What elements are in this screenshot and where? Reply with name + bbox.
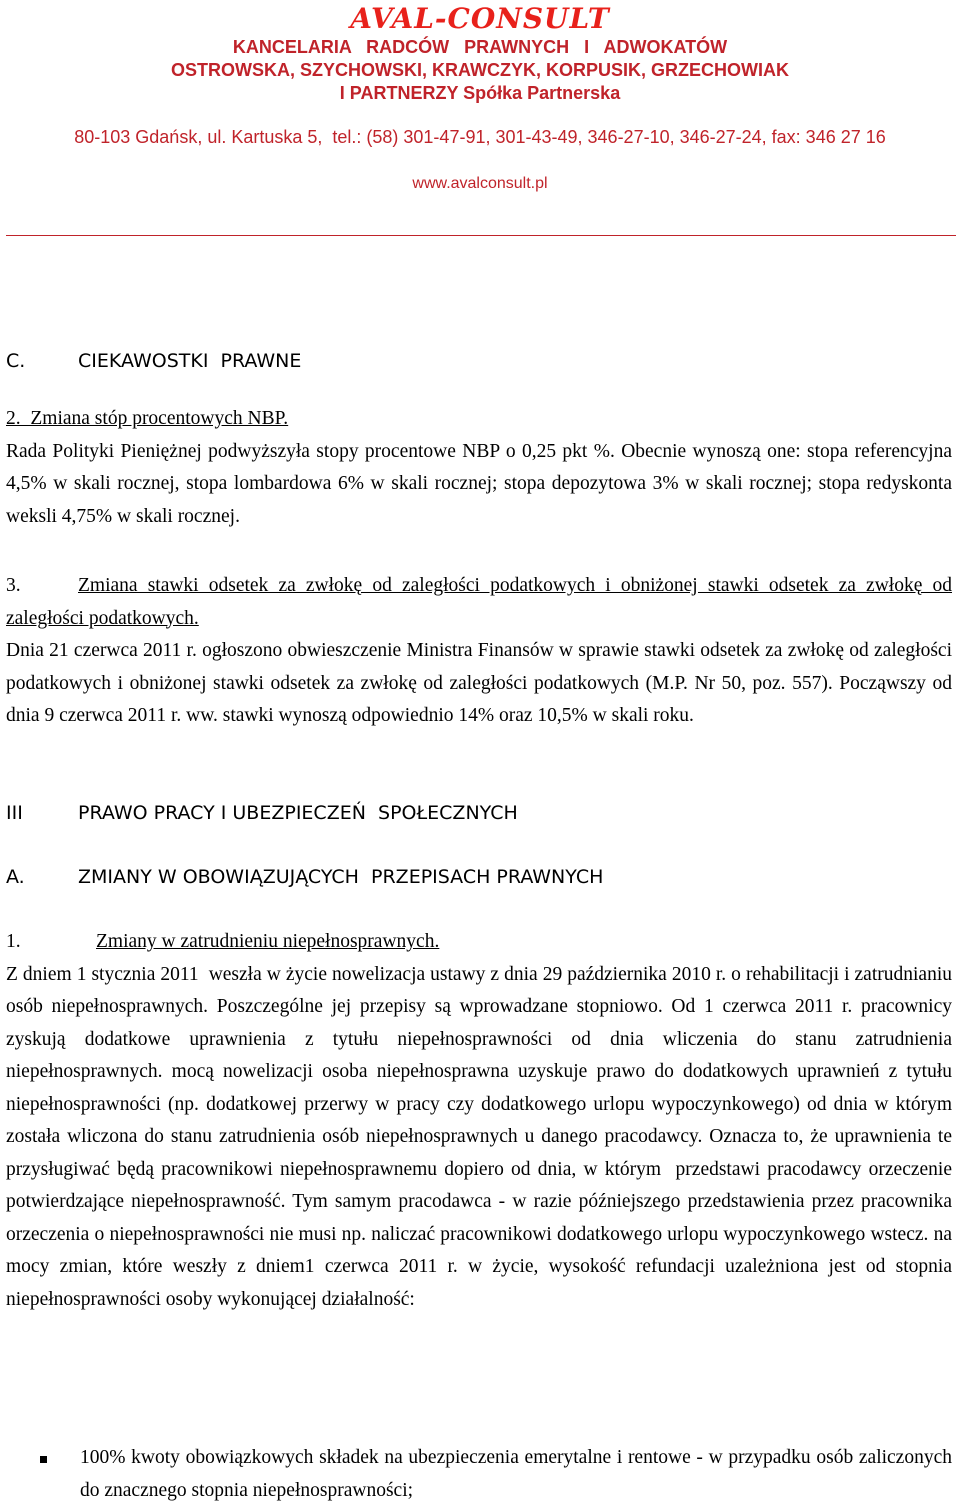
item-3-heading: Zmiana stawki odsetek za zwłokę od zaległości podatkowych i obniżonej stawki odsetek za zwłokę od zaległości podatkowych.	[6, 575, 952, 629]
section-c-number: C.	[6, 350, 26, 372]
firm-logo: AVAL-CONSULT	[350, 2, 610, 35]
firm-name-line-2: OSTROWSKA, SZYCHOWSKI, KRAWCZYK, KORPUSIK, GRZECHOWIAK	[171, 60, 789, 80]
item-3-text: Dnia 21 czerwca 2011 r. ogłoszono obwieszczenie Ministra Finansów w sprawie stawki odsetek za zwłokę od zaległości podatkowych i obniżonej stawki odsetek za zwłokę od zaległości podatkowych (M.P. Nr 50, poz. 557). Począwszy od dnia 9 czerwca 2011 r. ww. stawki wynoszą odpowiednio 14% oraz 10,5% w skali roku.	[6, 640, 952, 726]
square-bullet-icon	[40, 1456, 47, 1463]
item-3-block	[6, 570, 952, 733]
section-iii-number: III	[6, 802, 23, 824]
section-a-number: A.	[6, 866, 25, 888]
firm-address: 80-103 Gdańsk, ul. Kartuska 5, tel.: (58) 301-47-91, 301-43-49, 346-27-10, 346-27-24, fax: 346 27 16	[74, 127, 886, 147]
section-iii-title: PRAWO PRACY I UBEZPIECZEŃ SPOŁECZNYCH	[78, 802, 518, 824]
item-1-text: Z dniem 1 stycznia 2011 weszła w życie nowelizacja ustawy z dnia 29 października 2010 r. o rehabilitacji i zatrudnianiu osób niepełnosprawnych. Poszczególne jej przepisy są wprowadzane stopniowo. Od 1 czerwca 2011 r. pracownicy zyskują dodatkowe uprawnienia z tytułu niepełnosprawności od dnia wliczenia do stanu zatrudnienia niepełnosprawnych. mocą nowelizacji osoba niepełnosprawna uzyskuje prawo do dodatkowych uprawnień z tytułu niepełnosprawności (np. dodatkowej przerwy w pracy czy dodatkowego urlopu wypoczynkowego) od dnia w którym została wliczona do stanu zatrudnienia osób niepełnosprawnych u danego pracodawcy. Oznacza to, że uprawnienia te przysługiwać będą pracownikowi niepełnosprawnemu dopiero od dnia, w którym przedstawi pracodawcy orzeczenie potwierdzające niepełnosprawność. Tym samym pracodawca - w razie późniejszego przedstawienia przez pracownika orzeczenia o niepełnosprawności nie musi np. naliczać pracownikowi dodatkowego urlopu wypoczynkowego wstecz. na mocy zmian, które weszły z dniem1 czerwca 2011 r. w życie, wysokość refundacji uzależniona jest od stopnia niepełnosprawności osoby wykonującej działalność:	[6, 963, 957, 1310]
item-1-number: 1.	[6, 931, 21, 952]
section-c-title: CIEKAWOSTKI PRAWNE	[78, 350, 302, 372]
section-a-title: ZMIANY W OBOWIĄZUJĄCYCH PRZEPISACH PRAWNYCH	[78, 866, 604, 888]
item-3-heading-line	[6, 570, 952, 635]
firm-name-line-1: KANCELARIA RADCÓW PRAWNYCH I ADWOKATÓW	[232, 37, 728, 57]
item-2-block	[6, 403, 952, 533]
item-3-number: 3.	[6, 575, 21, 596]
item-1-heading: Zmiany w zatrudnieniu niepełnosprawnych.	[96, 931, 440, 952]
firm-website: www.avalconsult.pl	[412, 175, 548, 192]
header-divider	[6, 235, 956, 236]
item-1-heading-line	[6, 926, 952, 959]
item-2-heading: 2. Zmiana stóp procentowych NBP.	[6, 408, 289, 429]
firm-name-line-3: I PARTNERZY Spółka Partnerska	[339, 83, 621, 103]
bullet-text: 100% kwoty obowiązkowych składek na ubezpieczenia emerytalne i rentowe - w przypadku osób zaliczonych do znacznego stopnia niepełnosprawności;	[80, 1447, 952, 1501]
item-2-text: Rada Polityki Pieniężnej podwyższyła stopy procentowe NBP o 0,25 pkt %. Obecnie wynoszą one: stopa referencyjna 4,5% w skali rocznej, stopa lombardowa 6% w skali rocznej; stopa depozytowa 3% w skali rocznej; stopa redyskonta weksli 4,75% w skali rocznej.	[6, 440, 952, 527]
item-1-block	[6, 926, 957, 1316]
